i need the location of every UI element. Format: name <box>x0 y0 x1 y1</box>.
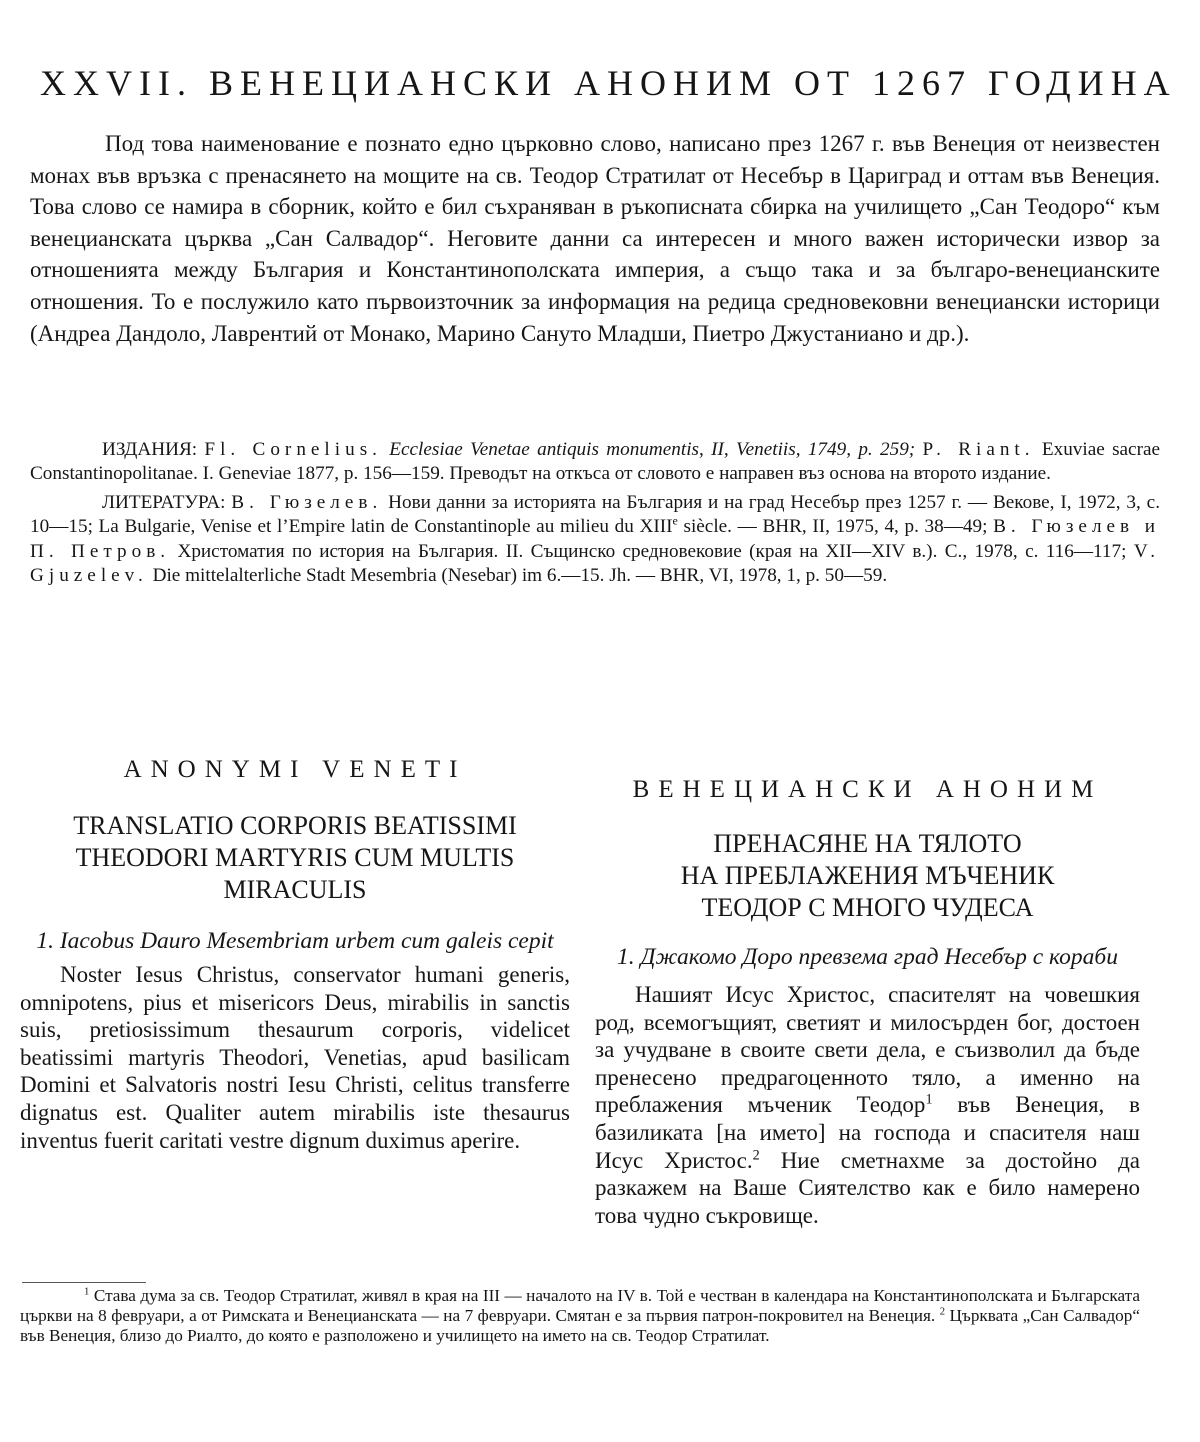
bulgarian-text-part-1: Нашият Исус Христос, спасителят на човешкия род, всемогъщият, светият и милосърден бог, достоен за учудване в своите свети дела, е съизволил да бъде пренесено предрагоценното тяло, а именно на преблажения мъченик Теодор <box>595 982 1140 1118</box>
latin-work-title <box>20 810 570 906</box>
literature-text-1: Нови данни за историята на България и на град Несебър през 1257 г. — Векове, I, 1972, 3, с. 10—15; La Bulgarie, Venise et l’Empire latin de Constantinople au milieu du XIII <box>30 491 1160 538</box>
footnote-text-1: Става дума за св. Теодор Стратилат, живял в края на III — началото на IV в. Той е честван в календара на Константинополската и Българската църкви на 8 февруари, а от Римската и Венецианската — на 7 февруари. Смятан е за първия патрон-покровител на Венеция. <box>20 1286 1141 1325</box>
bibliography <box>30 438 1160 588</box>
bulgarian-text-part-3: Ние сметнахме за достойно да разкажем на Ваше Сиятелство как е било намерено това чудно съкровище. <box>595 1147 1141 1228</box>
literature-author-gjuzelev-latin: V. Gjuzelev. <box>30 540 1161 587</box>
footnote-divider <box>22 1282 146 1283</box>
literature-text-4: Die mittelalterliche Stadt Mesembria (Nesebar) im 6.—15. Jh. — BHR, VI, 1978, 1, p. 50—59. <box>152 565 888 587</box>
literature-text-3: Христоматия по история на България. II. Същинско средновековие (края на XII—XIV в.). С., 1978, с. 116—117; <box>177 540 1127 562</box>
footnote-mark-2: 2 <box>939 1306 946 1318</box>
chapter-title: XXVII. ВЕНЕЦИАНСКИ АНОНИМ ОТ 1267 ГОДИНА <box>40 63 1177 104</box>
intro-paragraph: Под това наименование е познато едно църковно слово, написано през 1267 г. във Венеция от неизвестен монах във връзка с пренасянето на мощите на св. Теодор Стратилат от Несебър в Цариград и оттам във Венеция. Това слово се намира в сборник, който е бил съхраняван в ръкописната сбирка на училището „Сан Теодоро“ към венецианската църква „Сан Салвадор“. Неговите данни са интересен и много важен исторически извор за отношенията между България и Константинополската империя, а също така и за българо-венецианските отношения. То е послужило като първоизточник за информация на редица средновековни венециански историци (Андреа Дандоло, Лаврентий от Монако, Марино Сануто Младши, Пиетро Джустаниано и др.). <box>30 131 1160 346</box>
bulgarian-title-line: НА ПРЕБЛАЖЕНИЯ МЪЧЕНИК <box>680 861 1055 890</box>
editions-text-2: Exuviae sacrae Constantinopolitanae. I. Geneviae 1877, p. 156—159. Преводът на откъса от словото е направен въз основа на второто издание. <box>30 439 1161 485</box>
bulgarian-heading: ВЕНЕЦИАНСКИ АНОНИМ <box>632 776 1103 803</box>
latin-title-line: THEODORI MARTYRIS CUM MULTIS <box>75 843 515 872</box>
bulgarian-section-title: 1. Джакомо Доро превзема град Несебър с кораби <box>617 944 1118 970</box>
latin-section-title: 1. Iacobus Dauro Mesembriam urbem cum galeis cepit <box>36 928 554 954</box>
footnotes <box>20 1286 1140 1346</box>
latin-heading: ANONYMI VENETI <box>123 756 467 783</box>
bulgarian-title-line: ТЕОДОР С МНОГО ЧУДЕСА <box>701 893 1034 922</box>
literature-label: ЛИТЕРАТУРА: <box>102 491 226 513</box>
bulgarian-title-line: ПРЕНАСЯНЕ НА ТЯЛОТО <box>713 829 1022 858</box>
footnote-paragraph <box>20 1286 1140 1346</box>
bulgarian-text-part-2: във Венеция, в базиликата [на името] на господа и спасителя наш Исус Христос. <box>595 1092 1140 1173</box>
editions-author-cornelius: Fl. Cornelius. <box>204 439 382 460</box>
literature-author-gjuzelev: В. Гюзелев. <box>231 491 383 513</box>
editions-label: ИЗДАНИЯ: <box>102 439 198 460</box>
editions-paragraph <box>30 438 1160 487</box>
literature-text-2: siècle. — BHR, II, 1975, 4, p. 38—49; <box>683 516 988 538</box>
latin-title-line: MIRACULIS <box>223 875 367 904</box>
literature-paragraph <box>30 491 1160 589</box>
bulgarian-text <box>595 981 1140 1229</box>
literature-author-gjuzelev-petrov: В. Гюзелев и П. Петров. <box>30 516 1161 562</box>
latin-text: Noster Iesus Christus, conservator humani generis, omnipotens, pius et misericors Deus, mirabilis in sanctis suis, pretiosissimum thesaurum corporis, videlicet beatissimi martyris Theodori, Venetias, apud basilicam Domini et Salvatoris nostri Iesu Christi, celitus transferre dignatus est. Qualiter autem mirabilis iste thesaurus inventus fuerit caritati vestre dignum duximus aperire. <box>20 962 570 1153</box>
footnote-text-2: Църквата „Сан Салвадор“ във Венеция, близо до Риалто, до която е разположено и училището на името на св. Теодор Стратилат. <box>20 1306 1140 1345</box>
footnote-ref-1: 1 <box>925 1091 933 1108</box>
intro-section <box>30 128 1160 349</box>
editions-text-1: Ecclesiae Venetae antiquis monumentis, II, Venetiis, 1749, p. 259; <box>389 439 916 460</box>
latin-column <box>20 756 570 1154</box>
literature-superscript: e <box>672 513 678 528</box>
footnote-mark-1: 1 <box>84 1286 90 1298</box>
latin-title-line: TRANSLATIO CORPORIS BEATISSIMI <box>73 811 517 840</box>
footnote-ref-2: 2 <box>752 1146 760 1163</box>
bulgarian-work-title <box>595 828 1140 924</box>
bulgarian-column <box>595 756 1140 1229</box>
editions-author-riant: P. Riant. <box>922 439 1035 460</box>
